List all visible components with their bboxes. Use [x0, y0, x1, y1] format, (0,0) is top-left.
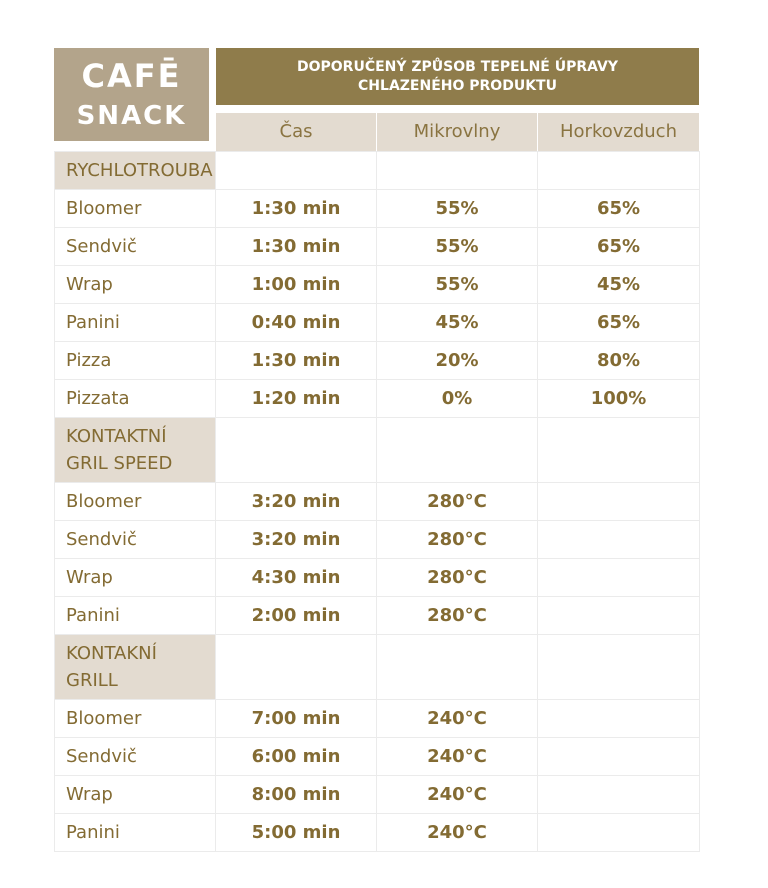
table-row — [55, 190, 700, 228]
section-title-kontaktni-gril-speed — [55, 418, 216, 483]
time-value: 5:00 min — [216, 814, 377, 852]
table-row — [55, 738, 700, 776]
hot-air-value — [538, 738, 700, 776]
product-name: Bloomer — [55, 483, 216, 521]
product-name: Sendvič — [55, 738, 216, 776]
section-title-line: GRILL — [66, 670, 118, 691]
temperature-value: 240°C — [377, 814, 538, 852]
product-name: Panini — [55, 814, 216, 852]
microwave-value: 55% — [377, 190, 538, 228]
time-value: 1:00 min — [216, 266, 377, 304]
microwave-value: 45% — [377, 304, 538, 342]
section-title-kontakni-grill — [55, 635, 216, 700]
hot-air-value — [538, 814, 700, 852]
time-value: 4:30 min — [216, 559, 377, 597]
time-value: 1:30 min — [216, 228, 377, 266]
hot-air-value: 80% — [538, 342, 700, 380]
hot-air-value — [538, 559, 700, 597]
hot-air-value: 65% — [538, 190, 700, 228]
hot-air-value — [538, 700, 700, 738]
column-header-mikrovlny: Mikrovlny — [377, 113, 537, 151]
table-row — [55, 700, 700, 738]
table-row — [55, 380, 700, 418]
time-value: 0:40 min — [216, 304, 377, 342]
temperature-value: 280°C — [377, 483, 538, 521]
product-name: Sendvič — [55, 228, 216, 266]
temperature-value: 240°C — [377, 700, 538, 738]
table-row — [55, 814, 700, 852]
heating-table — [54, 151, 699, 852]
time-value: 3:20 min — [216, 521, 377, 559]
hot-air-value: 45% — [538, 266, 700, 304]
product-name: Pizza — [55, 342, 216, 380]
column-header-cas: Čas — [216, 113, 376, 151]
temperature-value: 240°C — [377, 776, 538, 814]
hot-air-value — [538, 483, 700, 521]
microwave-value: 0% — [377, 380, 538, 418]
table-title-banner — [216, 48, 699, 105]
table-row — [55, 597, 700, 635]
microwave-value: 55% — [377, 228, 538, 266]
product-name: Panini — [55, 597, 216, 635]
product-name: Pizzata — [55, 380, 216, 418]
hot-air-value: 100% — [538, 380, 700, 418]
product-name: Panini — [55, 304, 216, 342]
time-value: 8:00 min — [216, 776, 377, 814]
section-title-line: GRIL SPEED — [66, 453, 173, 474]
temperature-value: 240°C — [377, 738, 538, 776]
temperature-value: 280°C — [377, 597, 538, 635]
section-header-row — [55, 152, 700, 190]
time-value: 6:00 min — [216, 738, 377, 776]
product-name: Bloomer — [55, 700, 216, 738]
time-value: 1:30 min — [216, 342, 377, 380]
table-row — [55, 559, 700, 597]
time-value: 3:20 min — [216, 483, 377, 521]
table-row — [55, 342, 700, 380]
product-name: Wrap — [55, 266, 216, 304]
logo-line-snack: SNACK — [76, 101, 187, 131]
temperature-value: 280°C — [377, 521, 538, 559]
table-row — [55, 228, 700, 266]
hot-air-value — [538, 521, 700, 559]
section-header-row — [55, 418, 700, 483]
time-value: 7:00 min — [216, 700, 377, 738]
table-row — [55, 521, 700, 559]
temperature-value: 280°C — [377, 559, 538, 597]
table-row — [55, 483, 700, 521]
microwave-value: 20% — [377, 342, 538, 380]
time-value: 2:00 min — [216, 597, 377, 635]
hot-air-value — [538, 776, 700, 814]
column-header-horkovzduch: Horkovzduch — [538, 113, 699, 151]
hot-air-value: 65% — [538, 228, 700, 266]
banner-line-1: DOPORUČENÝ ZPŮSOB TEPELNÉ ÚPRAVY — [297, 58, 618, 75]
section-title-line: KONTAKNÍ — [66, 643, 157, 664]
hot-air-value — [538, 597, 700, 635]
time-value: 1:20 min — [216, 380, 377, 418]
logo-line-cafe: CAFĒ — [81, 57, 182, 95]
table-row — [55, 266, 700, 304]
hot-air-value: 65% — [538, 304, 700, 342]
microwave-value: 55% — [377, 266, 538, 304]
section-title-line: KONTAKTNÍ — [66, 426, 167, 447]
product-name: Wrap — [55, 776, 216, 814]
table-row — [55, 776, 700, 814]
banner-line-2: CHLAZENÉHO PRODUKTU — [358, 77, 557, 94]
cafe-snack-logo — [54, 48, 209, 141]
section-header-row — [55, 635, 700, 700]
product-name: Sendvič — [55, 521, 216, 559]
product-name: Wrap — [55, 559, 216, 597]
product-name: Bloomer — [55, 190, 216, 228]
table-row — [55, 304, 700, 342]
section-title-rychlotrouba: RYCHLOTROUBA — [55, 152, 216, 190]
time-value: 1:30 min — [216, 190, 377, 228]
